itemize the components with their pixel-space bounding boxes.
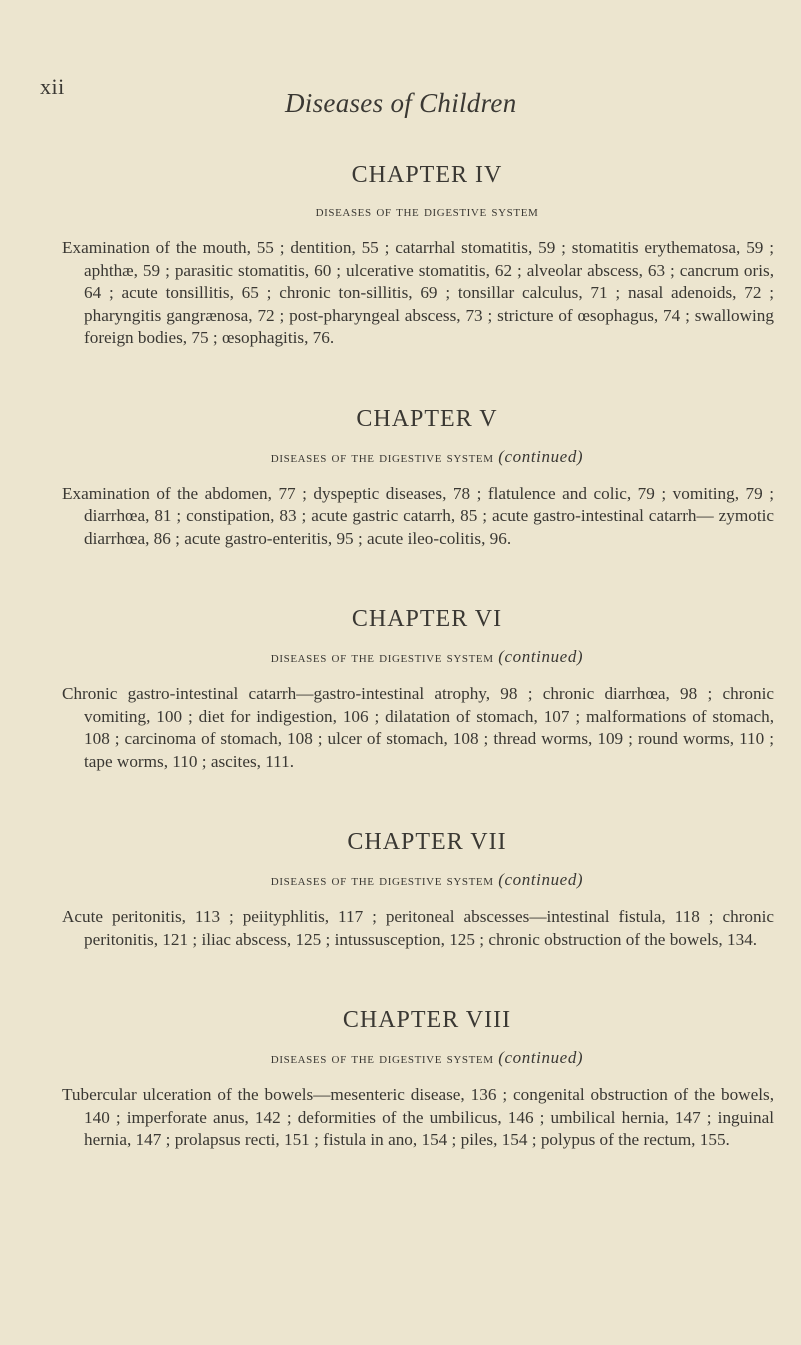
chapter-title: CHAPTER IV (351, 162, 503, 188)
chapter-contents: Examination of the mouth, 55 ; dentition, 55 ; catarrhal stomatitis, 59 ; stomatitis erythematosa, 59 ; aphthæ, 59 ; parasitic stomatitis, 60 ; ulcerative stomatitis, 62 ; alveolar abscess, 63 ; cancrum oris, 64 ; acute tonsillitis, 65 ; chronic ton-sillitis, 69 ; tonsillar calculus, 71 ; nasal adenoids, 72 ; pharyngitis gangrænosa, 72 ; post-pharyngeal abscess, 73 ; stricture of œsophagus, 74 ; swallowing foreign bodies, 75 ; œsophagitis, 76. (62, 238, 774, 347)
chapter-subtitle (62, 1048, 774, 1068)
continued-label: (continued) (498, 647, 584, 666)
chapter-title: CHAPTER VI (351, 606, 503, 632)
chapter-v (62, 406, 774, 551)
chapter-vi (62, 606, 774, 773)
chapter-subtitle (62, 870, 774, 890)
chapter-subtitle-text: diseases of the digestive system (315, 203, 539, 220)
chapter-viii (62, 1007, 774, 1152)
continued-label: (continued) (498, 446, 584, 466)
continued-label: (continued) (498, 870, 584, 889)
chapter-iv (62, 162, 774, 350)
table-of-contents (62, 162, 774, 1152)
chapter-title: CHAPTER VIII (342, 1007, 512, 1033)
chapter-contents: Examination of the abdomen, 77 ; dyspeptic diseases, 78 ; flatulence and colic, 79 ; vomiting, 79 ; diarrhœa, 81 ; constipation, 83 ; acute gastric catarrh, 85 ; acute gastro-intestinal catarrh— zymotic diarrhœa, 86 ; acute gastro-enteritis, 95 ; acute ileo-colitis, 96. (62, 483, 774, 548)
chapter-subtitle-text: diseases of the digestive system (270, 649, 494, 666)
chapter-subtitle (62, 647, 774, 667)
chapter-subtitle (62, 203, 774, 221)
chapter-title: CHAPTER VII (347, 829, 507, 855)
chapter-contents: Tubercular ulceration of the bowels—mesenteric disease, 136 ; congenital obstruction of the bowels, 140 ; imperforate anus, 142 ; deformities of the umbilicus, 146 ; umbilical hernia, 147 ; inguinal hernia, 147 ; prolapsus recti, 151 ; fistula in ano, 154 ; piles, 154 ; polypus of the rectum, 155. (62, 1085, 774, 1149)
chapter-contents: Acute peritonitis, 113 ; peiityphlitis, 117 ; peritoneal abscesses—intestinal fistula, 118 ; chronic peritonitis, 121 ; iliac abscess, 125 ; intussusception, 125 ; chronic obstruction of the bowels, 134. (62, 907, 774, 949)
chapter-vii (62, 829, 774, 951)
chapter-subtitle (62, 447, 774, 467)
page-number: xii (40, 74, 65, 99)
chapter-contents: Chronic gastro-intestinal catarrh—gastro-intestinal atrophy, 98 ; chronic diarrhœa, 98 ; chronic vomiting, 100 ; diet for indigestion, 106 ; dilatation of stomach, 107 ; malformations of stomach, 108 ; carcinoma of stomach, 108 ; ulcer of stomach, 108 ; thread worms, 109 ; round worms, 110 ; tape worms, 110 ; ascites, 111. (62, 684, 774, 771)
continued-label: (continued) (498, 1048, 584, 1067)
chapter-subtitle-text: diseases of the digestive system (270, 448, 494, 466)
chapter-title: CHAPTER V (356, 405, 498, 432)
chapter-subtitle-text: diseases of the digestive system (270, 1050, 494, 1067)
chapter-subtitle-text: diseases of the digestive system (270, 872, 494, 889)
running-title: Diseases of Children (285, 88, 517, 118)
